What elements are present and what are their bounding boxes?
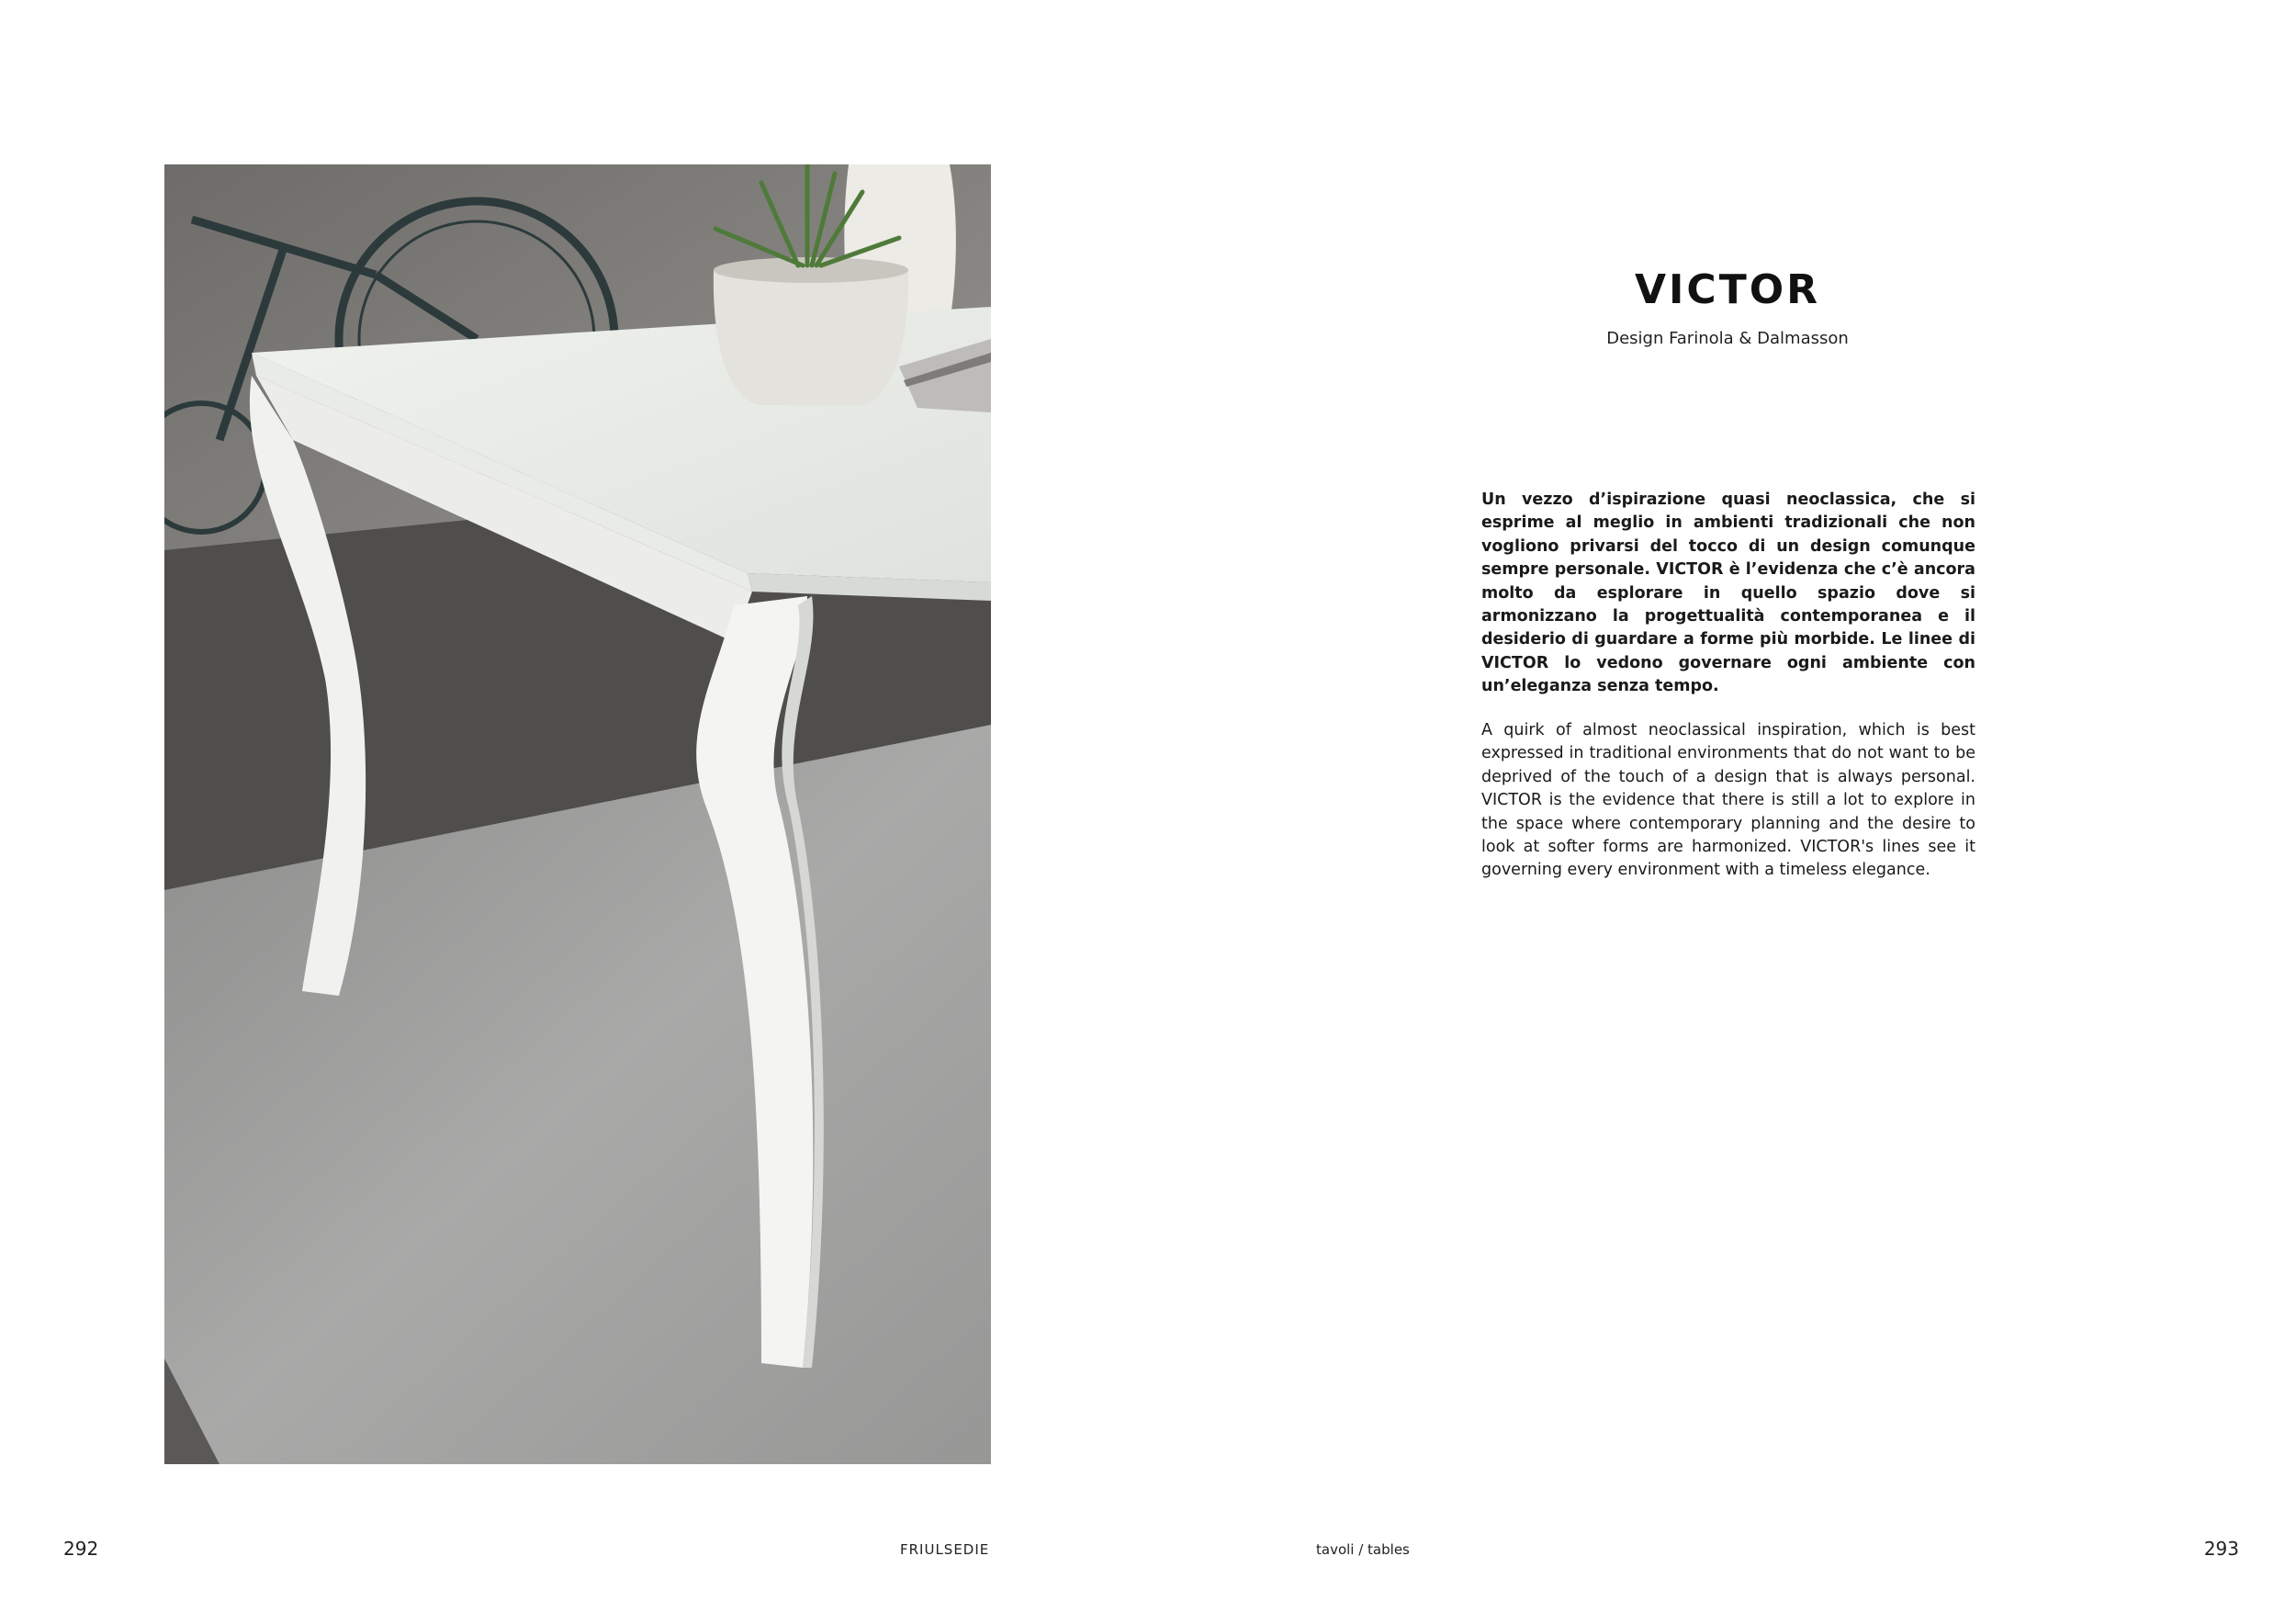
page-number-right: 293 bbox=[2203, 1538, 2239, 1560]
description-english: A quirk of almost neoclassical inspiration, which is best expressed in traditional environments that do not want to be deprived of the touch of a design that is always personal. VICTOR is the evidence that there is still a lot to explore in the space where contemporary planning and the desire to look at softer forms are harmonized. VICTOR's lines see it governing every environment with a timeless elegance. bbox=[1481, 721, 1975, 880]
footer-brand: FRIULSEDIE bbox=[900, 1541, 990, 1558]
product-photo bbox=[164, 164, 991, 1464]
page-number-left: 292 bbox=[63, 1538, 99, 1560]
footer-section: tavoli / tables bbox=[1316, 1541, 1410, 1558]
product-title: VICTOR bbox=[1634, 266, 1820, 313]
description-italian: Un vezzo d’ispirazione quasi neoclassica, che si esprime al meglio in ambienti tradizionali che non vogliono privarsi del tocco di un design comunque sempre personale. VICTOR è l’evidenza che c’è ancora molto da esplorare in quello spazio dove si armonizzano la progettualità contemporanea e il desiderio di guardare a forme più morbide. Le linee di VICTOR lo vedono governare ogni ambiente con un’eleganza senza tempo. bbox=[1481, 491, 1975, 696]
product-designer: Design Farinola & Dalmasson bbox=[1606, 329, 1849, 348]
